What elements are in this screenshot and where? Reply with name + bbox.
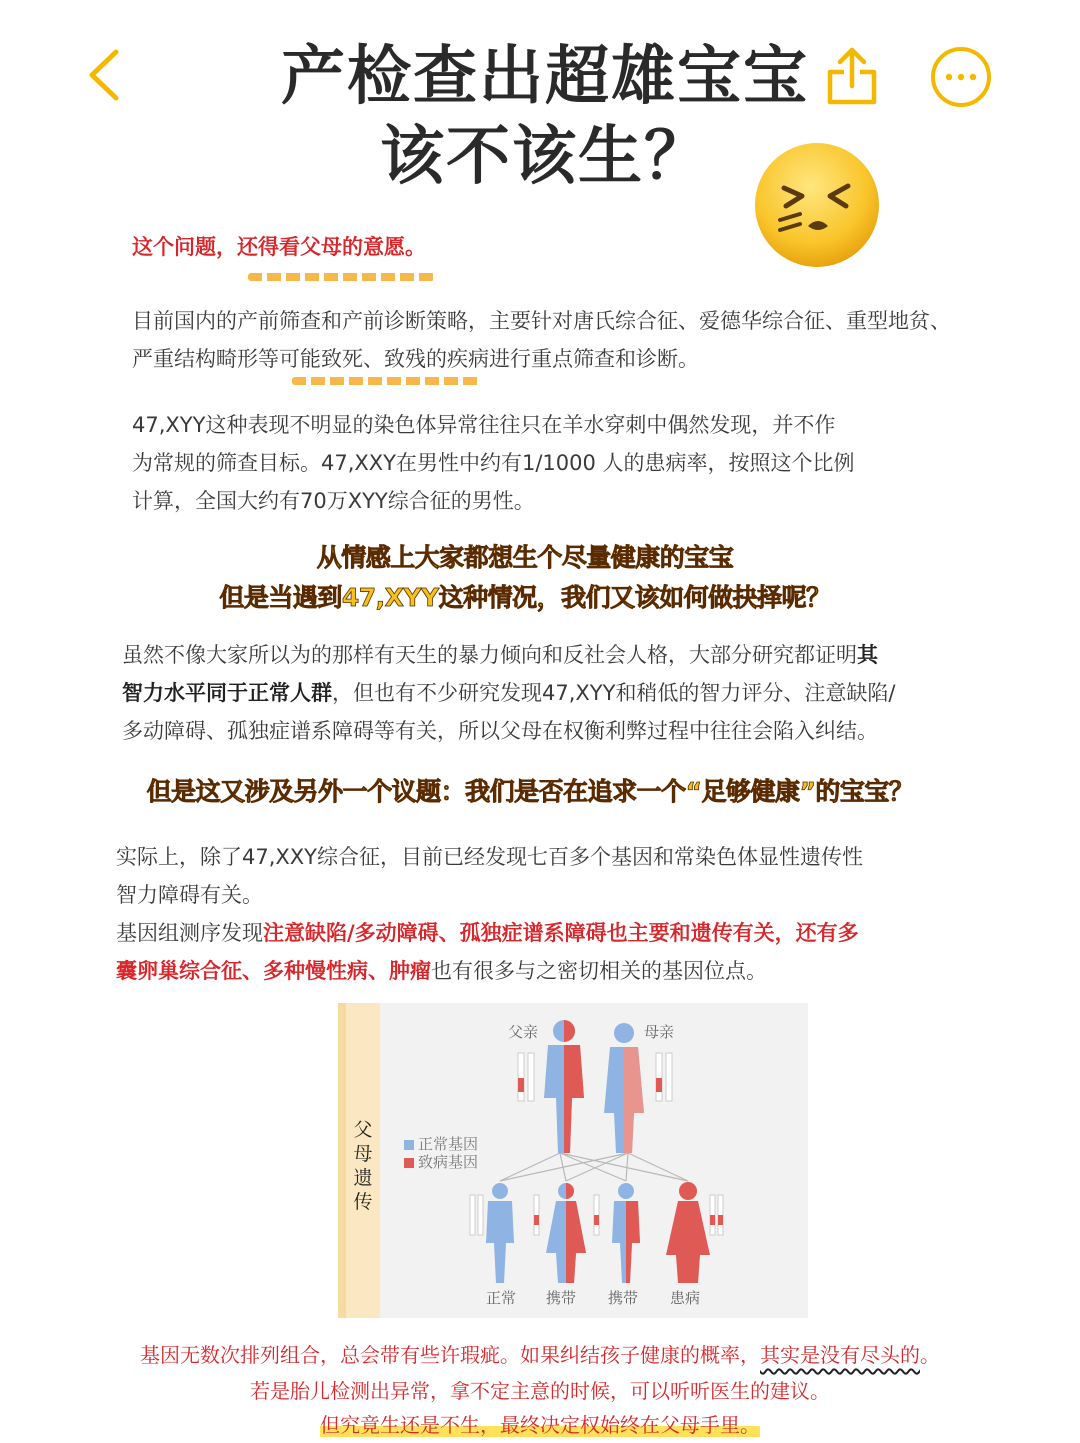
paragraph-3-line-3: 多动障碍、孤独症谱系障碍等有关，所以父母在权衡利弊过程中往往会陷入纠结。 (122, 719, 878, 743)
paragraph-2-line-1: 47,XYY这种表现不明显的染色体异常往往只在羊水穿刺中偶然发现，并不作 (132, 413, 836, 437)
mother-label: 母亲 (644, 1023, 675, 1041)
closing-line-1 (0, 1338, 1080, 1372)
father-figure (544, 1020, 584, 1153)
top-bar (0, 0, 1080, 200)
child-affected-figure (666, 1182, 710, 1283)
paragraph-4 (116, 838, 1036, 990)
intro-text: 这个问题，还得看父母的意愿。 (132, 235, 426, 259)
paragraph-2-line-2: 为常规的筛查目标。47,XXY在男性中约有1/1000 人的患病率，按照这个比例 (132, 451, 855, 475)
inheritance-lines (500, 1153, 688, 1181)
paragraph-2-line-3: 计算，全国大约有70万XYY综合征的男性。 (132, 489, 535, 513)
decorative-underline (292, 377, 480, 385)
paragraph-1-line-2: 严重结构畸形等可能致死、致残的疾病进行重点筛查和诊断。 (132, 347, 699, 371)
paragraph-1-line-1: 目前国内的产前筛查和产前诊断策略，主要针对唐氏综合征、爱德华综合征、重型地贫、 (132, 309, 951, 333)
inheritance-diagram (338, 1003, 808, 1318)
highlight-heading-2: 但是这又涉及另外一个议题：我们是否在追求一个“足够健康”的宝宝？ (146, 777, 914, 806)
father-label: 父亲 (508, 1023, 539, 1041)
mother-figure (604, 1023, 644, 1153)
closing-line-1a: 基因无数次排列组合，总会带有些许瑕疵。如果纠结孩子健康的概率， (140, 1343, 760, 1367)
paragraph-4-line-2: 智力障碍有关。 (116, 883, 263, 907)
paragraph-3 (122, 636, 1022, 750)
inheritance-figure (338, 1003, 808, 1318)
paragraph-3-line-2a: 智力水平同于正常人群 (122, 681, 332, 705)
paragraph-4-line-4a: 囊卵巢综合征、多种慢性病、肿瘤 (116, 959, 431, 983)
child-label-carrier-1: 携带 (546, 1289, 577, 1307)
paragraph-3-line-1a: 虽然不像大家所以为的那样有天生的暴力倾向和反社会人格，大部分研究都证明 (122, 643, 857, 667)
child-label-normal: 正常 (486, 1289, 517, 1307)
highlight-heading-1 (0, 538, 1050, 618)
highlight-1-line-1: 从情感上大家都想生个尽量健康的宝宝 (316, 543, 734, 572)
child-normal-figure (486, 1183, 514, 1283)
child-carrier-1-figure (546, 1183, 586, 1283)
more-button[interactable] (928, 44, 994, 110)
back-button[interactable] (78, 40, 138, 110)
decorative-underline (248, 273, 434, 281)
paragraph-4-line-1: 实际上，除了47,XXY综合征，目前已经发现七百多个基因和常染色体显性遗传性 (116, 845, 863, 869)
paragraph-4-line-3a: 基因组测序发现 (116, 921, 263, 945)
more-icon (928, 44, 994, 110)
closing-line-1b: 其实是没有尽头的 (760, 1343, 920, 1367)
legend-disease-label: 致病基因 (418, 1153, 479, 1171)
paragraph-3-line-1b: 其 (857, 643, 878, 667)
title-line-1: 产检查出超雄宝宝 (281, 40, 809, 114)
closing-line-3 (0, 1408, 1080, 1442)
figure-side-label: 父母遗传 (353, 1119, 373, 1213)
child-carrier-2-figure (612, 1183, 640, 1283)
closing-line-2: 若是胎儿检测出异常，拿不定主意的时候，可以听听医生的建议。 (250, 1379, 830, 1403)
child-label-affected: 患病 (670, 1289, 701, 1307)
legend-normal-label: 正常基因 (418, 1135, 479, 1153)
closing-line-3-text: 但究竟生还是不生，最终决定权始终在父母手里。 (320, 1413, 760, 1437)
highlight-1-line-2: 但是当遇到47,XYY这种情况，我们又该如何做抉择呢？ (219, 583, 831, 612)
paragraph-4-line-3b: 注意缺陷/多动障碍、孤独症谱系障碍也主要和遗传有关，还有多 (263, 921, 859, 945)
title-line-2: 该不该生？ (380, 120, 710, 194)
chevron-left-icon (78, 40, 138, 110)
paragraph-4-line-4b: 也有很多与之密切相关的基因位点。 (431, 959, 767, 983)
squinting-face-emoji (752, 140, 882, 270)
paragraph-3-line-2b: ，但也有不少研究发现47,XYY和稍低的智力评分、注意缺陷/ (332, 681, 896, 705)
paragraph-1 (132, 302, 1062, 378)
child-label-carrier-2: 携带 (608, 1289, 639, 1307)
paragraph-2 (132, 406, 1032, 520)
closing-line-1c: 。 (920, 1343, 940, 1367)
